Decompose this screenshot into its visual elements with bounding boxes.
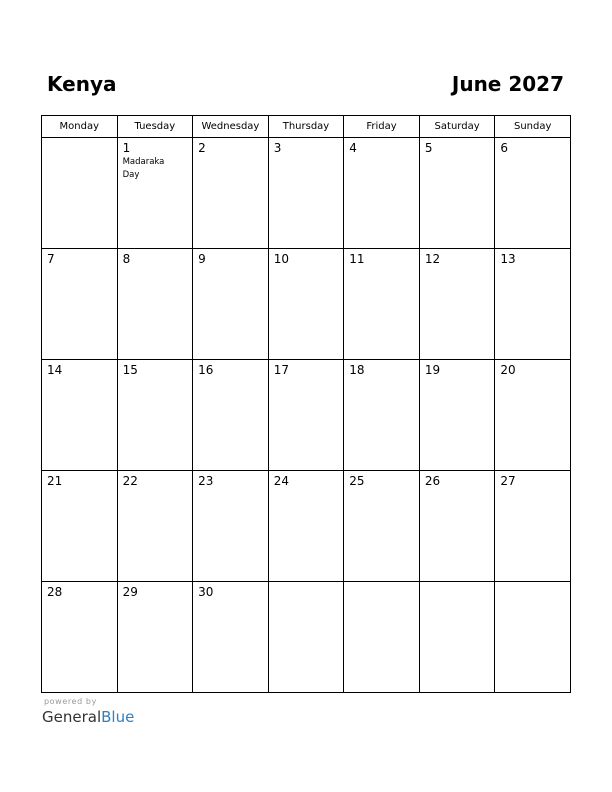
day-number: 26 [424,474,441,488]
day-cell [117,471,193,582]
day-cell [193,138,269,249]
day-number: 5 [424,141,433,155]
day-cell [344,138,420,249]
day-number: 3 [273,141,282,155]
day-cell [117,138,193,249]
day-number [420,582,495,586]
day-number: 29 [122,585,138,599]
day-cell [419,360,495,471]
day-cell [344,360,420,471]
weekday-header: Wednesday [193,116,269,138]
day-number: 20 [500,363,516,377]
day-cell [419,138,495,249]
weekday-header: Friday [344,116,420,138]
day-number: 2 [198,141,206,155]
day-number: 24 [273,474,289,488]
holiday-label: Madaraka Day [122,157,165,180]
day-cell [193,360,269,471]
day-cell [117,249,193,360]
weekday-header: Saturday [419,116,495,138]
day-number: 16 [198,363,214,377]
brand-blue-text: Blue [101,708,135,726]
day-cell [419,582,495,693]
day-cell [268,249,344,360]
day-cell [268,360,344,471]
day-number: 14 [47,363,63,377]
week-row [42,249,571,360]
day-number: 13 [500,252,516,266]
day-number [269,582,344,586]
powered-by-text: powered by [44,697,97,706]
day-cell [419,471,495,582]
day-number: 11 [349,252,365,266]
day-number: 25 [349,474,365,488]
day-number: 1 [122,141,131,155]
day-cell [495,138,571,249]
day-number: 12 [424,252,441,266]
weekday-header: Sunday [495,116,571,138]
week-row [42,138,571,249]
week-row [42,360,571,471]
day-number [344,582,419,586]
week-row [42,582,571,693]
day-cell [117,582,193,693]
day-number: 8 [122,252,131,266]
day-cell [344,582,420,693]
day-cell [344,249,420,360]
day-number [495,582,570,586]
weekday-header-row [42,116,571,138]
day-cell [42,360,118,471]
day-cell [344,471,420,582]
day-number: 27 [500,474,516,488]
footer-branding [42,697,134,727]
day-number: 7 [47,252,55,266]
country-title: Kenya [47,72,117,96]
day-number: 15 [122,363,138,377]
day-number: 23 [198,474,214,488]
day-cell [193,471,269,582]
day-cell [42,138,118,249]
day-number: 30 [198,585,214,599]
day-number: 17 [273,363,289,377]
day-number: 4 [349,141,357,155]
day-cell [419,249,495,360]
weekday-header: Thursday [268,116,344,138]
day-cell [268,138,344,249]
day-cell [268,471,344,582]
day-number: 9 [198,252,206,266]
day-cell [42,249,118,360]
month-year-title: June 2027 [451,72,564,96]
day-cell [42,582,118,693]
calendar-grid [41,115,571,693]
day-number: 28 [47,585,63,599]
day-number: 6 [500,141,509,155]
day-cell [117,360,193,471]
generalblue-logo[interactable] [42,707,134,727]
weekday-header: Tuesday [117,116,193,138]
brand-general-text: General [42,708,102,726]
day-cell [495,360,571,471]
day-number: 10 [273,252,289,266]
day-cell [495,471,571,582]
day-cell [193,582,269,693]
day-number: 19 [424,363,441,377]
day-number: 22 [122,474,138,488]
day-cell [193,249,269,360]
day-cell [495,582,571,693]
day-number: 21 [47,474,63,488]
day-cell [268,582,344,693]
weekday-header: Monday [42,116,118,138]
day-cell [495,249,571,360]
day-number: 18 [349,363,365,377]
week-row [42,471,571,582]
day-cell [42,471,118,582]
day-number [42,138,117,142]
